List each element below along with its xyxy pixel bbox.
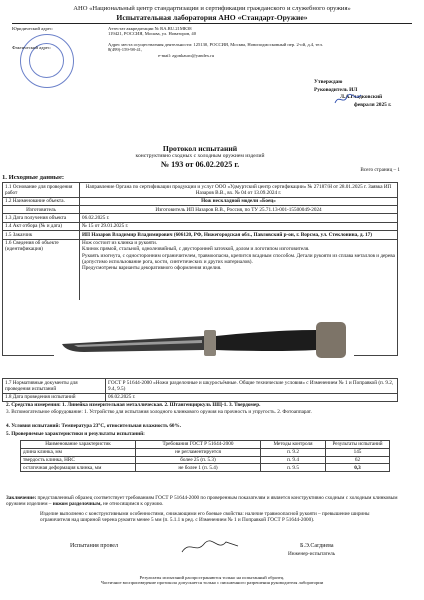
cell: твердость клинка, HRC xyxy=(21,456,136,464)
address-block xyxy=(12,24,412,70)
table-row xyxy=(3,222,398,230)
row-key: 1.4 Акт отбора (№ и дата) xyxy=(3,222,80,230)
tester-signature xyxy=(180,538,240,556)
row-value: ГОСТ Р 51644-2000 «Ножи разделочные и шкуросъёмные. Общие технические условия» с Изменением № 1 и Поправкой (п. 9.2, 9.4, 9.5) xyxy=(106,379,398,394)
cell: п. 9.5 xyxy=(261,464,326,472)
norms-table xyxy=(2,378,398,402)
activity-address: Адрес места осуществления деятельности: 125130, РОССИЯ, Москва, Новоподмосковный пер. 2-ой, д.4, тел. 8(499)-159-98-41, xyxy=(108,41,323,53)
results-table xyxy=(20,440,390,472)
row-key: 1.5 Заказчик xyxy=(3,231,80,239)
approve-name: Л.А.Гладковский xyxy=(340,94,383,101)
column-header: Требования ГОСТ Р 51644-2000 xyxy=(136,441,261,449)
row-value: 06.02.2025 г. xyxy=(106,393,398,401)
tester-role: Инженер-испытатель xyxy=(288,551,336,557)
section-initial-data: 1. Исходные данные: xyxy=(2,174,65,181)
row-key: Изготовитель xyxy=(3,205,80,213)
actual-address-label: Фактический адрес: xyxy=(12,45,52,51)
approval-block xyxy=(314,79,424,109)
row-value: Изготовитель ИП Назаров В.В., Россия, по ТУ 25.71.13-001-15500049-2024 xyxy=(80,205,398,213)
approve-date: февраля 2025 г. xyxy=(354,101,392,108)
lab-name: Испытательная лаборатория АНО «Стандарт-Оружие» xyxy=(12,13,412,24)
conclusion-text: представленный образец соответствует требованиям ГОСТ Р 51644-2000 по проверенным показателям и является конструктивно сходным с холодным клинковым оружием изделием – xyxy=(6,495,398,508)
test-conditions: 4. Условия испытаний: Температура 23°С, относительная влажность 60%. xyxy=(6,423,181,429)
legal-address: 119421, РОССИЯ, Москва, ул. Новаторов, 40 xyxy=(108,31,197,37)
measuring-instruments: 2. Средства измерения: 1. Линейка измерительная металлическая. 2. Штангенциркуль ШЦ-1. 3. Твердомер. xyxy=(6,402,261,408)
legal-address-label: Юридический адрес: xyxy=(12,26,54,31)
row-key: 1.6 Сведения об объекте (идентификация) xyxy=(3,239,80,355)
table-row xyxy=(3,205,398,213)
description-line: Клинок прямой, стальной, однолезвийный, с двусторонней заточкой, долом и логотипом изготовителя. xyxy=(82,246,310,253)
protocol-title xyxy=(0,144,400,170)
checked-characteristics: 5. Проверяемые характеристики и результаты испытаний: xyxy=(6,431,145,437)
row-value: ИП Назаров Владимир Владимирович (606120, РФ, Нижегородская обл., Павловский р-он, г. Ворсма, ул. Стеклонина, д. 17) xyxy=(80,231,398,239)
approve-label: Утверждаю xyxy=(314,79,343,85)
row-key: 1.7 Нормативные документы для проведения испытаний xyxy=(3,379,106,394)
row-key: 1.1 Основание для проведения работ xyxy=(3,183,80,198)
accreditation: Аттестат аккредитации № RA.RU.21МК38 xyxy=(108,26,192,31)
column-header: Наименование характеристик xyxy=(21,441,136,449)
row-value: Нож нескладной модели «Боец» xyxy=(80,197,398,205)
protocol-subtitle: конструктивно сходных с холодным оружием изделий xyxy=(135,153,265,159)
footer xyxy=(0,575,424,586)
cell: длина клинка, мм xyxy=(21,448,136,456)
row-key: 1.3 Дата получения объекта xyxy=(3,214,80,222)
table-row xyxy=(3,183,398,198)
footer-note-1: Результаты испытаний распространяются только на испытанный образец. xyxy=(139,575,285,580)
conclusion-result: ножом разделочным, xyxy=(52,501,102,508)
org-name: АНО «Национальный центр стандартизации и сертификации гражданского и служебного оружия» xyxy=(73,5,351,12)
table-row xyxy=(3,197,398,205)
signature-label: Испытания провел xyxy=(70,543,118,549)
knife-photo xyxy=(54,300,354,372)
email: e-mail: zgonkauro@yandex.ru xyxy=(158,52,215,58)
column-header: Методы контроля xyxy=(261,441,326,449)
cell: остаточная деформация клинка, мм xyxy=(21,464,136,472)
description-line: Предусмотрены варианты декоративного оформления изделия. xyxy=(82,264,222,271)
protocol-page xyxy=(12,5,412,70)
cell: 62 xyxy=(326,456,390,464)
auxiliary-equipment: 3. Вспомогательное оборудование: 1. Устройство для испытания холодного клинкового оружия на прочность и упругость. 2. Фотоаппарат. xyxy=(6,409,312,415)
column-header: Результаты испытаний xyxy=(326,441,390,449)
cell: не регламентируется xyxy=(136,448,261,456)
approve-role: Руководитель ИЛ xyxy=(314,86,358,93)
results-header xyxy=(21,441,390,449)
conclusion-label: Заключение: xyxy=(6,495,37,501)
description-line: Рукоять изогнута, с односторонним ограничителем, травмоопасна, крепится всадным способом. Детали рукояти из сплава металлов и дерева (допустимо использование рога, кости, синтетических и других материалов). xyxy=(82,252,395,265)
protocol-number: № 193 от 06.02.2025 г. xyxy=(160,160,240,169)
footer-note-2: Частичное воспроизведение протокола допускается только с письменного разрешения руководителя лаборатории xyxy=(100,580,324,586)
row-value: № 15 от 29.01.2025 г. xyxy=(80,222,398,230)
table-row xyxy=(3,214,398,222)
conclusion xyxy=(6,495,398,524)
cell: более 25 (п. 5.3) xyxy=(136,456,261,464)
cell: п. 9.4 xyxy=(261,456,326,464)
description-line: Нож состоит из клинка и рукояти. xyxy=(82,240,158,247)
conclusion-text-end: не относящимся к оружию. xyxy=(102,501,164,508)
row-value: 06.02.2025 г. xyxy=(80,214,398,222)
cell: 0,3 xyxy=(326,464,390,472)
conclusion-features: Изделие выполнено с конструктивными особенностями, снижающими его боевые свойства: наличие травмоопасной рукояти – превышение ширины ограничителя над шириной черена рукояти менее 5 мм (п. 5.1.1 в ред. с Изменением № 1 и Поправкой ГОСТ Р 51644-2000). xyxy=(40,510,370,524)
tester-name: Б.Э.Сагдиева xyxy=(300,543,334,549)
cell: п. 9.2 xyxy=(261,448,326,456)
row-value: Направление Органа по сертификации продукции и услуг ООО «Удмуртский центр сертификации» № 27187/Н от 28.01.2025 г. Заявка ИП Назаров В.В., вх. № 04 от 13.09.2024 г. xyxy=(80,183,398,198)
row-key: 1.8 Дата проведения испытаний xyxy=(3,393,106,401)
table-row xyxy=(21,448,390,456)
cell: не более 1 (п. 5.4) xyxy=(136,464,261,472)
row-key: 1.2 Наименование объекта. xyxy=(3,197,80,205)
table-row xyxy=(3,379,398,394)
table-row xyxy=(3,231,398,239)
page-count: Всего страниц – 1 xyxy=(360,167,400,173)
table-row xyxy=(3,393,398,401)
approval-signature xyxy=(334,93,362,105)
table-row xyxy=(21,456,390,464)
table-row xyxy=(21,464,390,472)
protocol-heading: Протокол испытаний xyxy=(162,144,238,153)
cell: 145 xyxy=(326,448,390,456)
